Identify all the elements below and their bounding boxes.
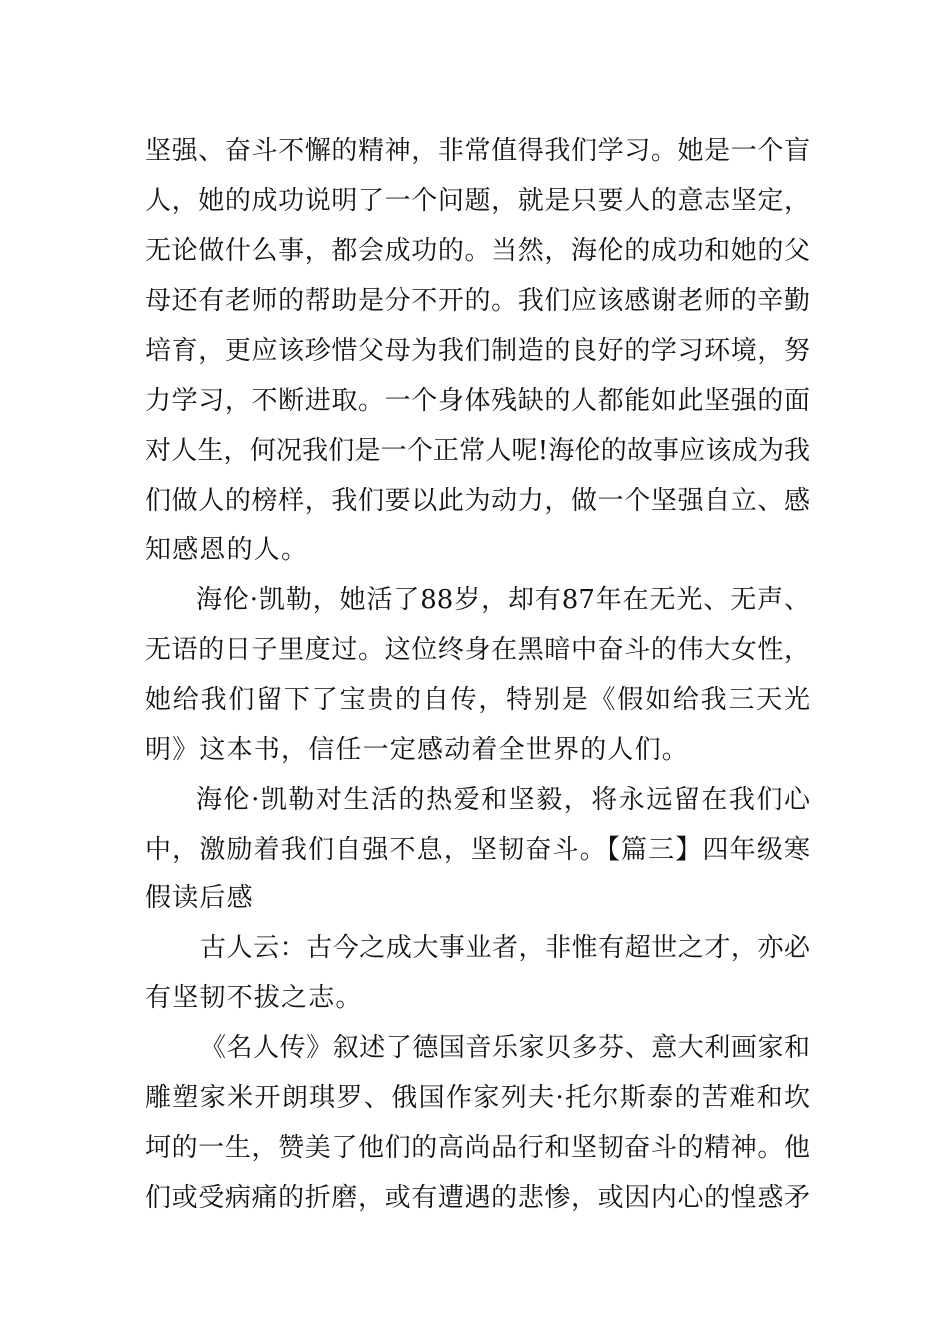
text-line: 们做人的榜样，我们要以此为动力，做一个坚强自立、感 bbox=[145, 486, 810, 516]
paragraph-first-line: 古人云：古今之成大事业者，非惟有超世之才，亦必 bbox=[200, 933, 810, 963]
text-line: 假读后感 bbox=[145, 883, 254, 913]
text-line: 人，她的成功说明了一个问题，就是只要人的意志坚定， bbox=[145, 186, 810, 216]
text-line: 坷的一生，赞美了他们的高尚品行和坚韧奋斗的精神。他 bbox=[145, 1133, 810, 1163]
text-line: 培育，更应该珍惜父母为我们制造的良好的学习环境，努 bbox=[145, 336, 810, 366]
text-line: 母还有老师的帮助是分不开的。我们应该感谢老师的辛勤 bbox=[145, 286, 810, 316]
text-line: 中，激励着我们自强不息，坚韧奋斗。【篇三】四年级寒 bbox=[145, 835, 810, 865]
text-line: 有坚韧不拔之志。 bbox=[145, 983, 363, 1013]
text-line: 雕塑家米开朗琪罗、俄国作家列夫·托尔斯泰的苦难和坎 bbox=[145, 1083, 810, 1113]
paragraph-first-line: 海伦·凯勒，她活了88岁，却有87年在无光、无声、 bbox=[196, 585, 810, 615]
text-line: 无语的日子里度过。这位终身在黑暗中奋斗的伟大女性， bbox=[145, 635, 810, 665]
paragraph-first-line: 海伦·凯勒对生活的热爱和坚毅，将永远留在我们心 bbox=[196, 785, 810, 815]
text-line: 对人生，何况我们是一个正常人呢!海伦的故事应该成为我 bbox=[145, 436, 810, 466]
text-line: 力学习，不断进取。一个身体残缺的人都能如此坚强的面 bbox=[145, 386, 810, 416]
paragraph-first-line: 《名人传》叙述了德国音乐家贝多芬、意大利画家和 bbox=[200, 1033, 810, 1063]
text-line: 坚强、奋斗不懈的精神，非常值得我们学习。她是一个盲 bbox=[145, 136, 810, 166]
text-line: 她给我们留下了宝贵的自传，特别是《假如给我三天光 bbox=[145, 685, 810, 715]
text-line: 无论做什么事，都会成功的。当然，海伦的成功和她的父 bbox=[145, 236, 810, 266]
text-line: 明》这本书，信任一定感动着全世界的人们。 bbox=[145, 735, 690, 765]
text-line: 知感恩的人。 bbox=[145, 535, 309, 565]
text-line: 们或受病痛的折磨，或有遭遇的悲惨，或因内心的惶惑矛 bbox=[145, 1183, 810, 1213]
